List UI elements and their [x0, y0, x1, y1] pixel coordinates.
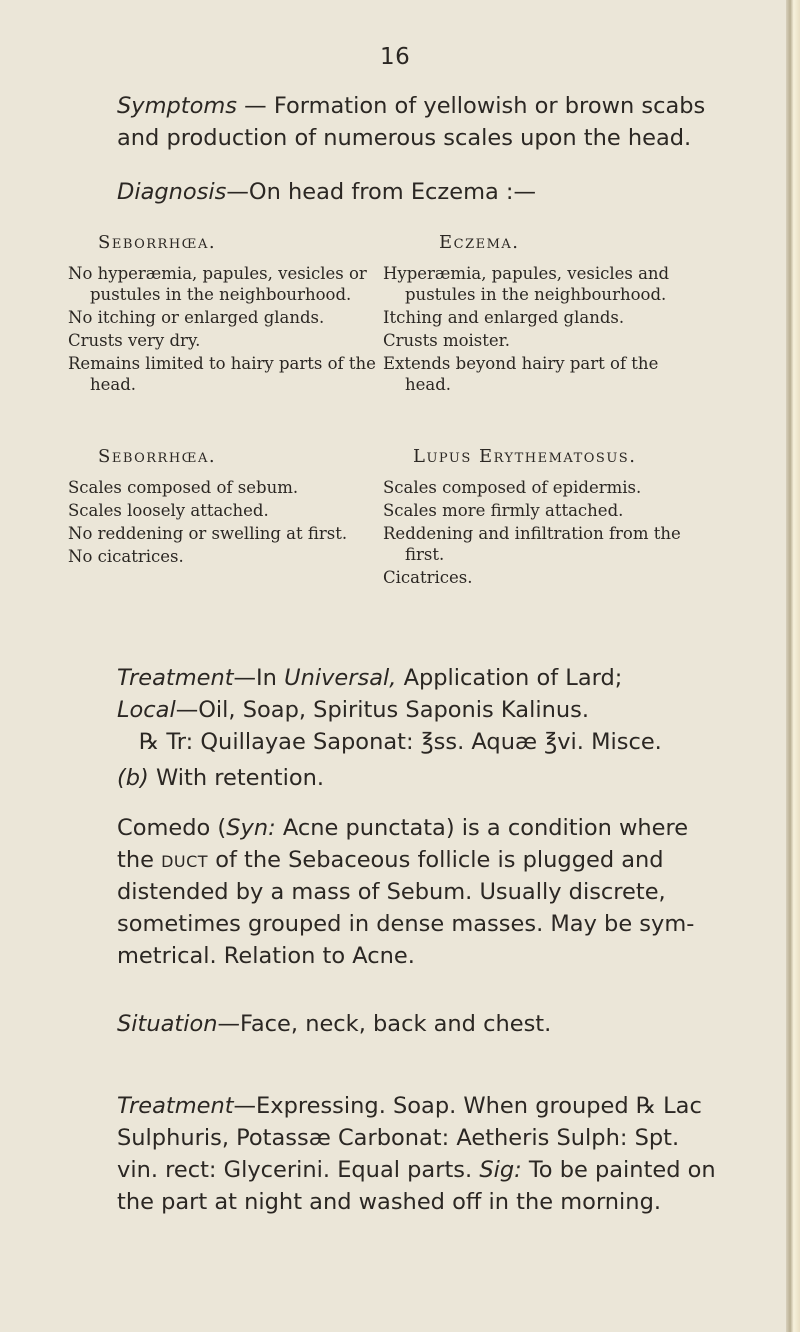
symptoms-text: — Formation of yellowish or brown scabs and production of numerous scales upon the head.: [117, 93, 706, 151]
list-item: No hyperæmia, papules, vesicles or pustules in the neighbourhood.: [68, 264, 367, 304]
treatment-2-text-1: —Expressing. Soap. When grouped: [233, 1093, 636, 1119]
column-heading: Lupus Erythematosus.: [413, 446, 637, 467]
comedo-paragraph: [117, 812, 717, 972]
list-item: Remains limited to hairy parts of the head.: [68, 354, 376, 394]
sig-label: Sig:: [479, 1157, 522, 1183]
list-item: Crusts very dry.: [68, 331, 201, 350]
diagnosis-text: —On head from Eczema :—: [226, 179, 537, 205]
list-item: Scales composed of sebum.: [68, 478, 299, 497]
local-text: —Oil, Soap, Spiritus Saponis Kalinus.: [175, 697, 589, 723]
list-item: Crusts moister.: [383, 331, 510, 350]
synonym-label: Syn:: [226, 815, 276, 841]
list-item: Cicatrices.: [383, 568, 473, 587]
situation-line: [117, 1008, 717, 1040]
page-number: 16: [380, 44, 411, 70]
list-item: Scales loosely attached.: [68, 501, 269, 520]
list-item: Scales more firmly attached.: [383, 501, 624, 520]
rx-icon: ℞: [139, 729, 160, 755]
treatment-paragraph-1: [117, 662, 717, 758]
universal-label: Universal,: [284, 665, 397, 691]
lupus-column: [383, 446, 703, 590]
diagnosis-label: Diagnosis: [117, 179, 227, 205]
situation-label: Situation: [117, 1011, 218, 1037]
section-b-text: With retention.: [148, 765, 325, 791]
seborrhoea-column-2: [68, 446, 388, 569]
section-marker: (b): [117, 765, 149, 791]
list-item: Hyperæmia, papules, vesicles and pustules in the neighbourhood.: [383, 264, 670, 304]
comedo-text-2: Acne punctata) is a condition where the: [117, 815, 689, 873]
prescription-text: Tr: Quillayae Saponat: ℥ss. Aquæ ℥vi. Misce.: [159, 729, 662, 755]
diagnosis-line: [117, 176, 717, 208]
list-item: No cicatrices.: [68, 547, 184, 566]
treatment-2-text-2: Lac Sulphuris, Potassæ Carbonat: Aetheris Sulph: Spt. vin. rect: Glycerini. Equal parts.: [117, 1093, 702, 1183]
column-heading: Seborrhœa.: [98, 446, 217, 467]
treatment-label: Treatment: [117, 665, 234, 691]
column-heading: Eczema.: [439, 232, 520, 253]
list-item: Extends beyond hairy part of the head.: [383, 354, 659, 394]
column-heading: Seborrhœa.: [98, 232, 217, 253]
comedo-text-1: Comedo (: [117, 815, 227, 841]
eczema-column: [383, 232, 703, 397]
duct-term: duct: [161, 847, 209, 873]
section-b-heading: [117, 762, 717, 794]
treatment-2-text-3: To be painted on the part at night and washed off in the morning.: [117, 1157, 716, 1215]
list-item: No reddening or swelling at first.: [68, 524, 348, 543]
universal-text: Application of Lard;: [396, 665, 623, 691]
list-item: Itching and enlarged glands.: [383, 308, 625, 327]
page-binding-edge: [786, 0, 800, 1332]
local-label: Local: [117, 697, 176, 723]
list-item: No itching or enlarged glands.: [68, 308, 325, 327]
treatment-label: Treatment: [117, 1093, 234, 1119]
situation-text: —Face, neck, back and chest.: [217, 1011, 552, 1037]
comedo-text-3: of the Sebaceous follicle is plugged and distended by a mass of Sebum. Usually discrete, sometimes grouped in dense masses. May be sym- metrical. Relation to Acne.: [117, 847, 695, 969]
seborrhoea-column-1: [68, 232, 388, 397]
treatment-dash: —In: [233, 665, 285, 691]
list-item: Reddening and infiltration from the first.: [383, 524, 681, 564]
treatment-paragraph-2: [117, 1090, 717, 1218]
symptoms-paragraph: [117, 90, 717, 154]
symptoms-label: Symptoms: [117, 93, 238, 119]
list-item: Scales composed of epidermis.: [383, 478, 642, 497]
rx-icon: ℞: [635, 1093, 656, 1119]
